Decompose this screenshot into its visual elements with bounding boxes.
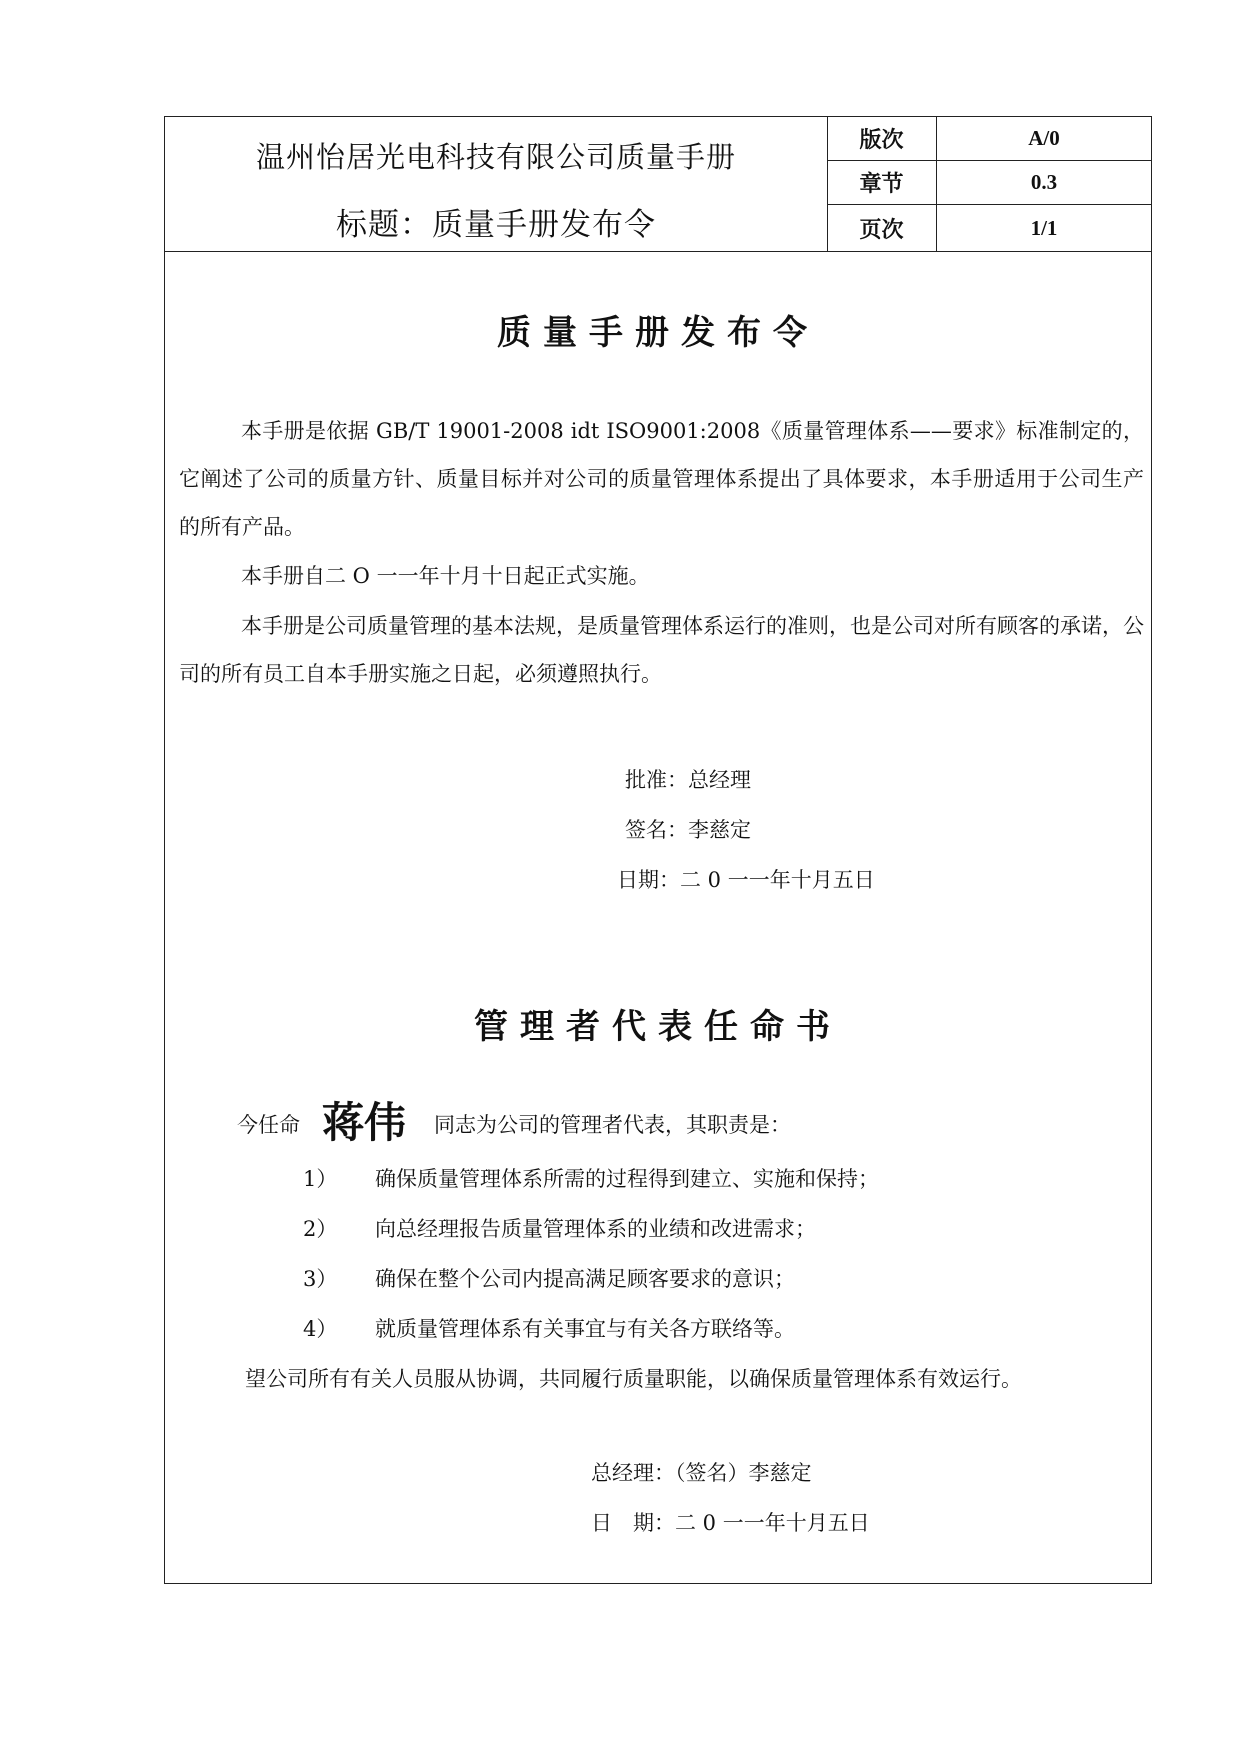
- meta-key-page: 页次: [827, 205, 937, 251]
- document-frame: [164, 116, 1152, 1584]
- duty-item: [303, 1163, 879, 1193]
- release-date-line: 日期：二 0 一一年十月五日: [617, 868, 875, 892]
- release-paragraph-basis: 本手册是依据 GB/T 19001-2008 idt ISO9001:2008《质量管理体系——要求》标准制定的，它阐述了公司的质量方针、质量目标并对公司的质量管理体系提出了具体要求，本手册适用于公司生产的所有产品。: [179, 419, 1144, 539]
- appointee-name: 蒋伟: [322, 1098, 407, 1147]
- release-order-title: 质量手册发布令: [497, 313, 819, 353]
- meta-key-edition: 版次: [827, 117, 937, 160]
- meta-row-page: [827, 205, 1151, 251]
- duty-item: [303, 1263, 795, 1293]
- company-manual-title: 温州怡居光电科技有限公司质量手册: [255, 140, 736, 174]
- appointment-date-line: 日 期：二 0 一一年十月五日: [591, 1511, 870, 1535]
- duty-text: 确保质量管理体系所需的过程得到建立、实施和保持；: [375, 1167, 879, 1191]
- appointment-suffix: 同志为公司的管理者代表，其职责是：: [434, 1113, 792, 1137]
- appointment-title: 管理者代表任命书: [474, 1007, 842, 1047]
- appointment-statement: [237, 1089, 791, 1159]
- release-signature-line: 签名：李慈定: [625, 818, 751, 842]
- meta-value-chapter: 0.3: [1030, 170, 1058, 194]
- duty-number: 1）: [303, 1167, 338, 1191]
- duty-text: 就质量管理体系有关事宜与有关各方联络等。: [375, 1317, 795, 1341]
- document-header: [165, 117, 1151, 252]
- duty-number: 2）: [303, 1217, 338, 1241]
- meta-key-chapter: 章节: [827, 161, 937, 204]
- gm-signature-line: 总经理：（签名）李慈定: [591, 1461, 812, 1485]
- release-paragraph-effective-date: 本手册自二 O 一一年十月十日起正式实施。: [241, 564, 650, 588]
- duty-number: 4）: [303, 1317, 338, 1341]
- duty-text: 向总经理报告质量管理体系的业绩和改进需求；: [375, 1217, 816, 1241]
- meta-value-page: 1/1: [1030, 215, 1058, 240]
- meta-value-edition: A/0: [1028, 126, 1060, 150]
- meta-row-chapter: [827, 161, 1151, 205]
- duty-number: 3）: [303, 1267, 338, 1291]
- approval-line: 批准：总经理: [625, 768, 751, 792]
- duty-item: [303, 1313, 795, 1343]
- document-subject-title: 标题：质量手册发布令: [336, 207, 656, 243]
- appointment-prefix: 今任命: [237, 1113, 300, 1137]
- header-title-block: [165, 117, 828, 251]
- duty-text: 确保在整个公司内提高满足顾客要求的意识；: [375, 1267, 795, 1291]
- meta-row-edition: [827, 117, 1151, 161]
- appointment-closing: 望公司所有有关人员服从协调，共同履行质量职能，以确保质量管理体系有效运行。: [245, 1367, 1022, 1391]
- document-meta-table: [827, 117, 1151, 251]
- release-paragraph-regulation: 本手册是公司质量管理的基本法规，是质量管理体系运行的准则，也是公司对所有顾客的承诺，公司的所有员工自本手册实施之日起，必须遵照执行。: [179, 614, 1144, 686]
- duty-item: [303, 1213, 816, 1243]
